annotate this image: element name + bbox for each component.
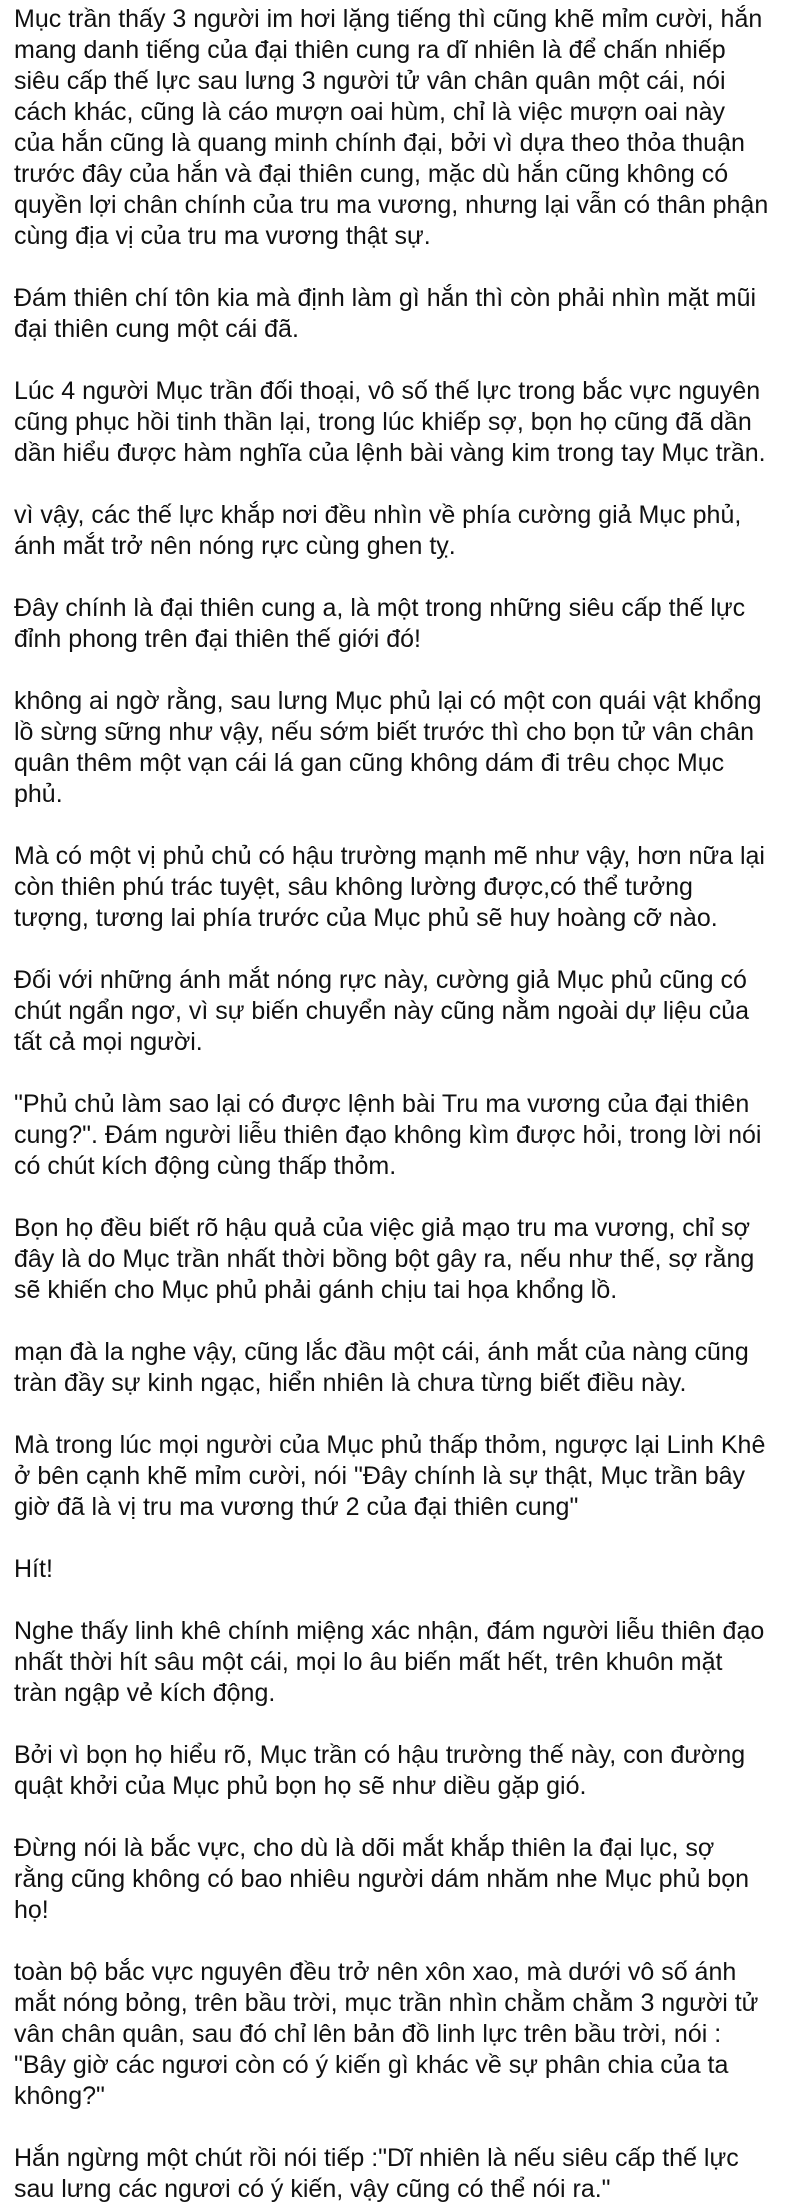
paragraph: "Phủ chủ làm sao lại có được lệnh bài Tru ma vương của đại thiên cung?". Đám người liễu thiên đạo không kìm được hỏi, trong lời nói có chút kích động cùng thấp thỏm. [14, 1090, 762, 1180]
paragraph: Mà trong lúc mọi người của Mục phủ thấp thỏm, ngược lại Linh Khê ở bên cạnh khẽ mỉm cười, nói "Đây chính là sự thật, Mục trần bây giờ đã là vị tru ma vương thứ 2 của đại thiên cung" [14, 1431, 766, 1521]
paragraph: Đừng nói là bắc vực, cho dù là dõi mắt khắp thiên la đại lục, sợ rằng cũng không có bao nhiêu người dám nhăm nhe Mục phủ bọn họ! [14, 1834, 750, 1924]
paragraph: Đám thiên chí tôn kia mà định làm gì hắn thì còn phải nhìn mặt mũi đại thiên cung một cái đã. [14, 284, 757, 343]
paragraph: Bởi vì bọn họ hiểu rõ, Mục trần có hậu trường thế này, con đường quật khởi của Mục phủ bọn họ sẽ như diều gặp gió. [14, 1741, 746, 1800]
paragraph: toàn bộ bắc vực nguyên đều trở nên xôn xao, mà dưới vô số ánh mắt nóng bỏng, trên bầu trời, mục trần nhìn chằm chằm 3 người tử vân chân quân, sau đó chỉ lên bản đồ linh lực trên bầu trời, nói : "Bây giờ các ngươi còn có ý kiến gì khác về sự phân chia của ta không?" [14, 1958, 759, 2110]
paragraph: Hít! [14, 1555, 53, 1583]
paragraph: Mục trần thấy 3 người im hơi lặng tiếng thì cũng khẽ mỉm cười, hắn mang danh tiếng của đại thiên cung ra dĩ nhiên là để chấn nhiếp siêu cấp thế lực sau lưng 3 người tử vân chân quân một cái, nói cách khác, cũng là cáo mượn oai hùm, chỉ là việc mượn oai này của hắn cũng là quang minh chính đại, bởi vì dựa theo thỏa thuận trước đây của hắn và đại thiên cung, mặc dù hắn cũng không có quyền lợi chân chính của tru ma vương, nhưng lại vẫn có thân phận cùng địa vị của tru ma vương thật sự. [14, 5, 769, 250]
paragraph: mạn đà la nghe vậy, cũng lắc đầu một cái, ánh mắt của nàng cũng tràn đầy sự kinh ngạc, hiển nhiên là chưa từng biết điều này. [14, 1338, 749, 1397]
paragraph: Hắn ngừng một chút rồi nói tiếp :"Dĩ nhiên là nếu siêu cấp thế lực sau lưng các ngươi có ý kiến, vậy cũng có thể nói ra." [14, 2144, 739, 2203]
paragraph: Bọn họ đều biết rõ hậu quả của việc giả mạo tru ma vương, chỉ sợ đây là do Mục trần nhất thời bồng bột gây ra, nếu như thế, sợ rằng sẽ khiến cho Mục phủ phải gánh chịu tai họa khổng lồ. [14, 1214, 755, 1304]
paragraph: Mà có một vị phủ chủ có hậu trường mạnh mẽ như vậy, hơn nữa lại còn thiên phú trác tuyệt, sâu không lường được,có thể tưởng tượng, tương lai phía trước của Mục phủ sẽ huy hoàng cỡ nào. [14, 842, 765, 932]
paragraph: Lúc 4 người Mục trần đối thoại, vô số thế lực trong bắc vực nguyên cũng phục hồi tinh thần lại, trong lúc khiếp sợ, bọn họ cũng đã dần dần hiểu được hàm nghĩa của lệnh bài vàng kim trong tay Mục trần. [14, 377, 766, 467]
paragraph: Nghe thấy linh khê chính miệng xác nhận, đám người liễu thiên đạo nhất thời hít sâu một cái, mọi lo âu biến mất hết, trên khuôn mặt tràn ngập vẻ kích động. [14, 1617, 765, 1707]
paragraph: Đối với những ánh mắt nóng rực này, cường giả Mục phủ cũng có chút ngẩn ngơ, vì sự biến chuyển này cũng nằm ngoài dự liệu của tất cả mọi người. [14, 966, 750, 1056]
paragraph: Đây chính là đại thiên cung a, là một trong những siêu cấp thế lực đỉnh phong trên đại thiên thế giới đó! [14, 594, 746, 653]
paragraph: không ai ngờ rằng, sau lưng Mục phủ lại có một con quái vật khổng lồ sừng sững như vậy, nếu sớm biết trước thì cho bọn tử vân chân quân thêm một vạn cái lá gan cũng không dám đi trêu chọc Mục phủ. [14, 687, 762, 808]
paragraph: vì vậy, các thế lực khắp nơi đều nhìn về phía cường giả Mục phủ, ánh mắt trở nên nóng rực cùng ghen tỵ. [14, 501, 742, 560]
